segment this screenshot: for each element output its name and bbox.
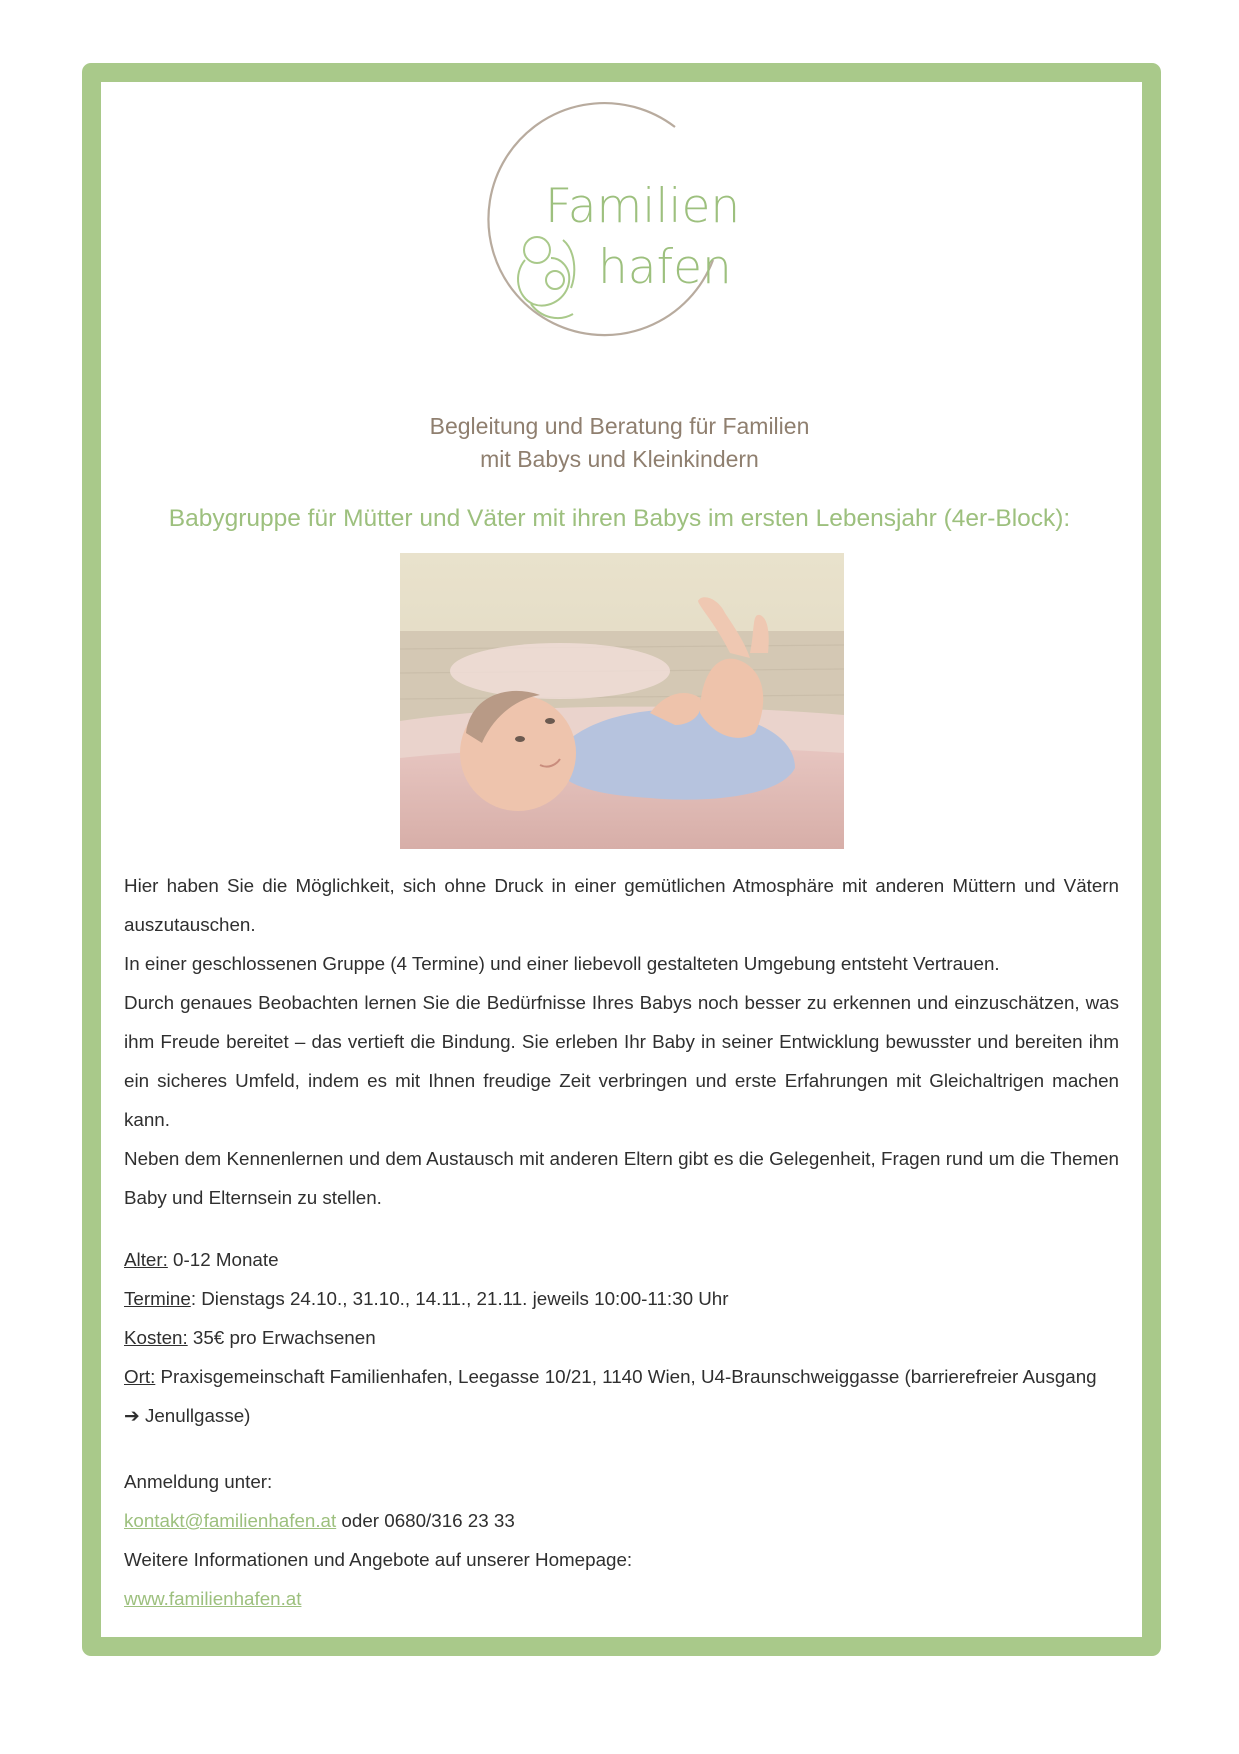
dates-label: Termine <box>124 1288 191 1309</box>
tagline <box>0 410 1239 476</box>
tagline-line-1: Begleitung und Beratung für Familien <box>429 413 810 439</box>
event-details <box>124 1240 1119 1435</box>
website-line <box>124 1579 1119 1618</box>
paragraph-intro: Hier haben Sie die Möglichkeit, sich ohne Druck in einer gemütlichen Atmosphäre mit anderen Müttern und Vätern auszutauschen. <box>124 875 1119 935</box>
detail-dates <box>124 1279 1119 1318</box>
familienhafen-logo <box>475 122 755 392</box>
logo-text-hafen: hafen <box>598 240 732 295</box>
phone-text: oder 0680/316 23 33 <box>336 1510 515 1531</box>
contact-line <box>124 1501 1119 1540</box>
age-value: 0-12 Monate <box>167 1249 279 1270</box>
email-link[interactable]: kontakt@familienhafen.at <box>124 1510 337 1531</box>
tagline-line-2: mit Babys und Kleinkindern <box>480 446 759 472</box>
place-label: Ort: <box>124 1366 156 1387</box>
detail-cost <box>124 1318 1119 1357</box>
cost-label: Kosten: <box>124 1327 188 1348</box>
cost-value: 35€ pro Erwachsenen <box>187 1327 376 1348</box>
paragraph-group: In einer geschlossenen Gruppe (4 Termine) und einer liebevoll gestalteten Umgebung entsteht Vertrauen. <box>124 953 1000 974</box>
event-heading: Babygruppe für Mütter und Väter mit ihren Babys im ersten Lebensjahr (4er-Block): <box>168 505 1071 532</box>
baby-photo-illustration <box>400 553 844 849</box>
dates-value: : Dienstags 24.10., 31.10., 14.11., 21.11. jeweils 10:00-11:30 Uhr <box>190 1288 729 1309</box>
paragraph-exchange: Neben dem Kennenlernen und dem Austausch mit anderen Eltern gibt es die Gelegenheit, Fragen rund um die Themen Baby und Elternsein zu stellen. <box>124 1148 1119 1208</box>
detail-age <box>124 1240 1119 1279</box>
detail-place <box>124 1357 1119 1435</box>
registration-intro: Anmeldung unter: <box>124 1471 273 1492</box>
contact-section <box>124 1462 1119 1618</box>
arrow-right-icon: ➔ <box>124 1405 140 1426</box>
age-label: Alter: <box>124 1249 168 1270</box>
description <box>124 866 1119 1217</box>
logo-graphic <box>475 122 755 392</box>
website-link[interactable]: www.familienhafen.at <box>124 1588 302 1609</box>
logo-text-familien: Familien <box>545 179 741 234</box>
baby-photo <box>400 553 844 849</box>
more-info-text: Weitere Informationen und Angebote auf unserer Homepage: <box>124 1549 633 1570</box>
paragraph-observation: Durch genaues Beobachten lernen Sie die Bedürfnisse Ihres Babys noch besser zu erkennen und einzuschätzen, was ihm Freude bereitet – das vertieft die Bindung. Sie erleben Ihr Baby in seiner Entwicklung bewusster und bereiten ihm ein sicheres Umfeld, indem es mit Ihnen freudige Zeit verbringen und erste Erfahrungen mit Gleichaltrigen machen kann. <box>124 992 1119 1130</box>
place-value: Praxisgemeinschaft Familienhafen, Leegasse 10/21, 1140 Wien, U4-Braunschweiggasse (barrierefreier Ausgang <box>155 1366 1097 1387</box>
place-value-continued: Jenullgasse) <box>139 1405 251 1426</box>
